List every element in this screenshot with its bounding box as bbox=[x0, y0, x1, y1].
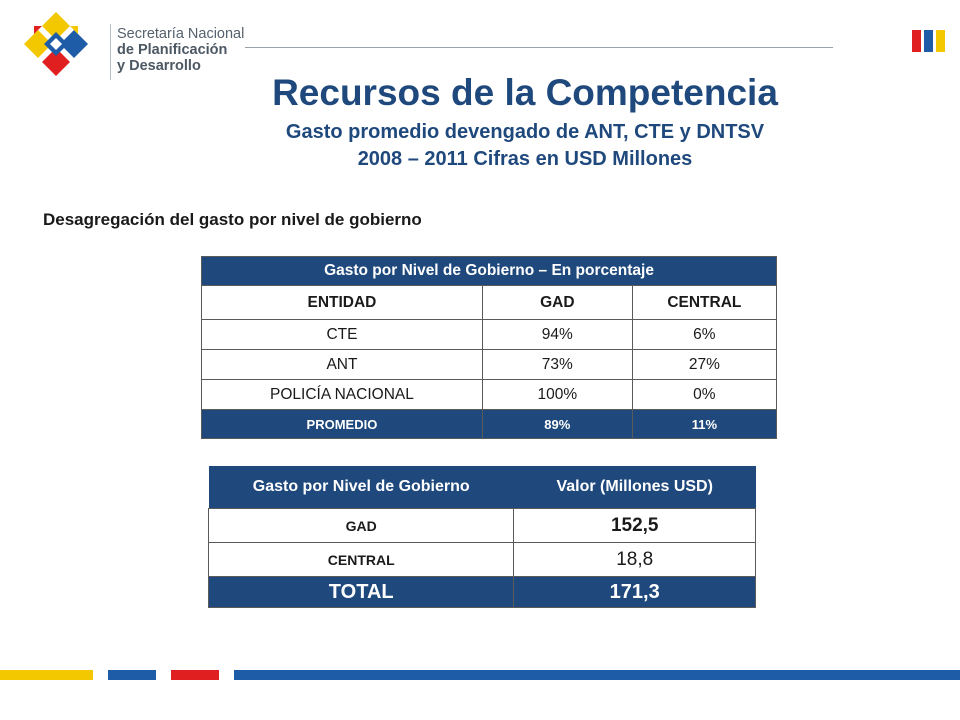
table-cell: 27% bbox=[632, 350, 776, 380]
table-cell: 94% bbox=[482, 320, 632, 350]
table-cell: 100% bbox=[482, 380, 632, 410]
percentage-table-caption: Gasto por Nivel de Gobierno – En porcentaje bbox=[202, 257, 777, 286]
table-cell: CENTRAL bbox=[209, 543, 514, 577]
footer-bar-yellow bbox=[0, 670, 93, 680]
table-row bbox=[202, 320, 777, 350]
footer-bar-blue-short bbox=[108, 670, 156, 680]
table-cell: ANT bbox=[202, 350, 483, 380]
page-subtitle-2: 2008 – 2011 Cifras en USD Millones bbox=[357, 148, 693, 170]
flag-stripe-blue bbox=[924, 30, 933, 52]
column-header: Gasto por Nivel de Gobierno bbox=[209, 466, 514, 509]
total-row bbox=[209, 577, 756, 608]
footer-bar-red bbox=[171, 670, 219, 680]
table-cell: 152,5 bbox=[514, 509, 756, 543]
value-table bbox=[208, 466, 756, 608]
table-cell: POLICÍA NACIONAL bbox=[202, 380, 483, 410]
table-cell: CTE bbox=[202, 320, 483, 350]
table-row bbox=[209, 543, 756, 577]
percentage-table bbox=[201, 256, 777, 439]
column-header: GAD bbox=[482, 286, 632, 320]
table-cell: PROMEDIO bbox=[202, 410, 483, 439]
column-header: Valor (Millones USD) bbox=[514, 466, 756, 509]
column-header: CENTRAL bbox=[632, 286, 776, 320]
logo-line-3: y Desarrollo bbox=[117, 58, 201, 74]
table-cell: TOTAL bbox=[209, 577, 514, 608]
header-divider bbox=[245, 47, 833, 48]
logo-line-2: de Planificación bbox=[117, 42, 228, 58]
table-cell: 171,3 bbox=[514, 577, 756, 608]
logo-emblem-icon bbox=[22, 10, 90, 78]
table-cell: 11% bbox=[632, 410, 776, 439]
table-cell: 6% bbox=[632, 320, 776, 350]
logo-line-1: Secretaría Nacional bbox=[117, 26, 245, 42]
logo-text bbox=[117, 26, 244, 74]
column-header: ENTIDAD bbox=[202, 286, 483, 320]
table-cell: GAD bbox=[209, 509, 514, 543]
flag-stripe-red bbox=[912, 30, 921, 52]
table-cell: 73% bbox=[482, 350, 632, 380]
footer-bar-blue-long bbox=[234, 670, 960, 680]
average-row bbox=[202, 410, 777, 439]
table-cell: 89% bbox=[482, 410, 632, 439]
page-subtitle-1: Gasto promedio devengado de ANT, CTE y DNTSV bbox=[285, 121, 765, 143]
flag-stripe-yellow bbox=[936, 30, 945, 52]
senplades-logo bbox=[22, 10, 252, 78]
table-row bbox=[202, 350, 777, 380]
table-row bbox=[209, 509, 756, 543]
section-heading: Desagregación del gasto por nivel de gobierno bbox=[43, 210, 422, 229]
table-cell: 18,8 bbox=[514, 543, 756, 577]
table-row bbox=[202, 380, 777, 410]
page-title: Recursos de la Competencia bbox=[272, 72, 778, 113]
table-cell: 0% bbox=[632, 380, 776, 410]
